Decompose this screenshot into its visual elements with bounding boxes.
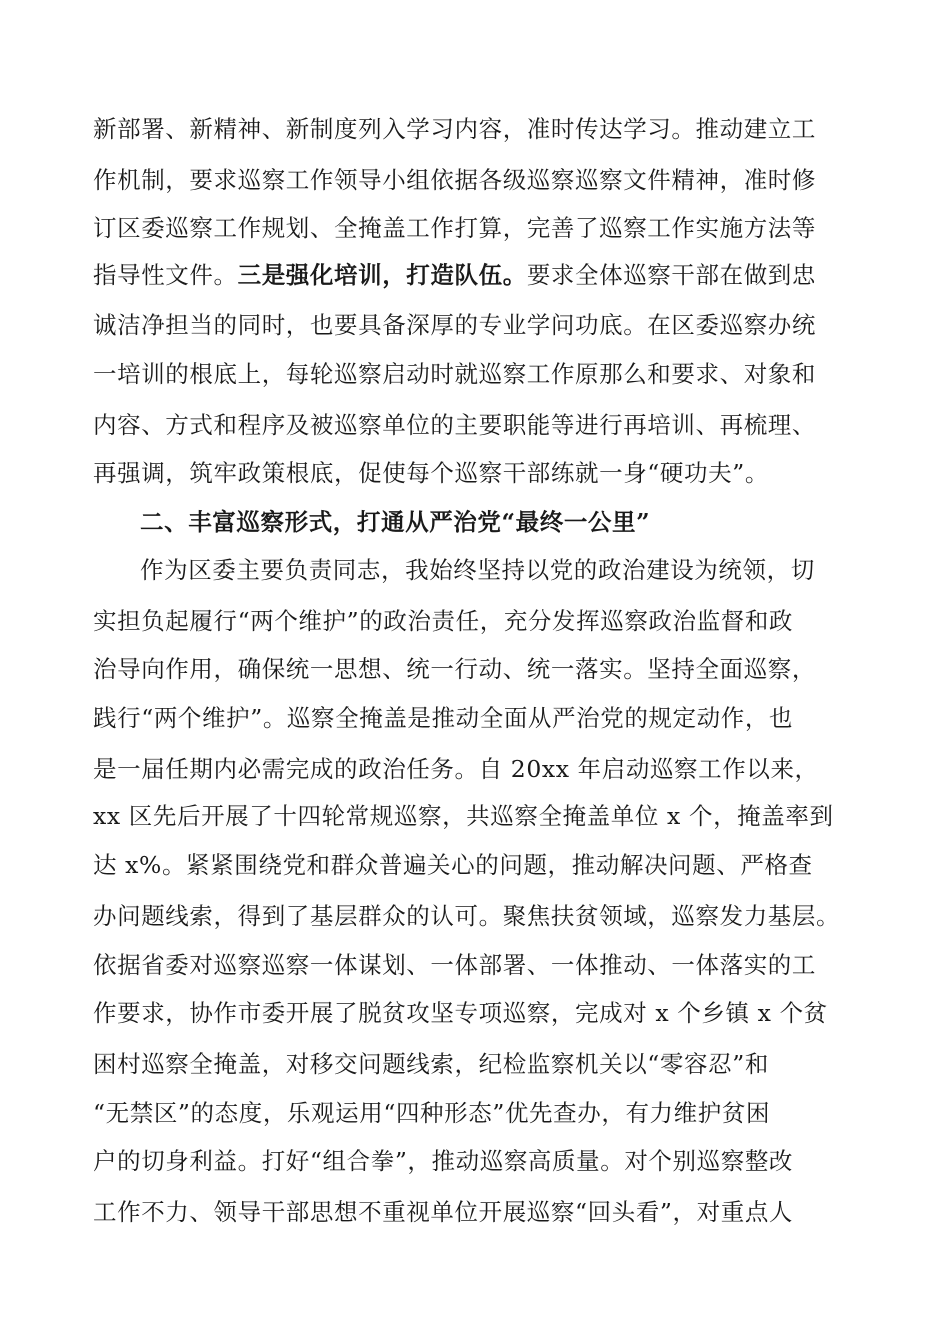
paragraph-line: 践行“两个维护”。巡察全掩盖是推动全面从严治党的规定动作，也 [93, 704, 794, 732]
section-heading: 二、丰富巡察形式，打通从严治党“最终一公里” [140, 508, 651, 536]
paragraph-line: 订区委巡察工作规划、全掩盖工作打算，完善了巡察工作实施方法等 [93, 214, 816, 242]
paragraph-line: 内容、方式和程序及被巡察单位的主要职能等进行再培训、再梳理、 [93, 411, 816, 439]
paragraph-line [93, 260, 816, 290]
paragraph-line: 工作不力、领导干部思想不重视单位开展巡察“回头看”，对重点人 [93, 1198, 794, 1226]
paragraph-line: 作要求，协作市委开展了脱贫攻坚专项巡察，完成对 x 个乡镇 x 个贫 [93, 999, 828, 1027]
line-text: 指导性文件。 [93, 261, 238, 289]
paragraph-line: 办问题线索，得到了基层群众的认可。聚焦扶贫领域，巡察发力基层。 [93, 902, 841, 930]
paragraph-line: “无禁区”的态度，乐观运用“四种形态”优先查办，有力维护贫困 [93, 1099, 771, 1127]
paragraph-line: xx 区先后开展了十四轮常规巡察，共巡察全掩盖单位 x 个，掩盖率到 [93, 802, 834, 830]
paragraph-line: 再强调，筑牢政策根底，促使每个巡察干部练就一身“硬功夫”。 [93, 459, 769, 487]
paragraph-line: 达 x%。紧紧围绕党和群众普遍关心的问题，推动解决问题、严格查 [93, 851, 813, 879]
paragraph-line: 作为区委主要负责同志，我始终坚持以党的政治建设为统领，切 [140, 556, 815, 584]
paragraph-line: 诚洁净担当的同时，也要具备深厚的专业学问功底。在区委巡察办统 [93, 311, 816, 339]
line-text: 要求全体巡察干部在做到忠 [526, 261, 817, 289]
paragraph-line: 一培训的根底上，每轮巡察启动时就巡察工作原那么和要求、对象和 [93, 360, 816, 388]
paragraph-line: 新部署、新精神、新制度列入学习内容，准时传达学习。推动建立工 [93, 115, 816, 143]
paragraph-line: 治导向作用，确保统一思想、统一行动、统一落实。坚持全面巡察， [93, 655, 816, 683]
bold-lead-phrase: 三是强化培训，打造队伍。 [237, 261, 527, 289]
paragraph-line: 是一届任期内必需完成的政治任务。自 20xx 年启动巡察工作以来， [93, 755, 819, 783]
paragraph-line: 户的切身利益。打好“组合拳”，推动巡察高质量。对个别巡察整改 [93, 1147, 794, 1175]
paragraph-line: 实担负起履行“两个维护”的政治责任，充分发挥巡察政治监督和政 [93, 607, 794, 635]
paragraph-line: 依据省委对巡察巡察一体谋划、一体部署、一体推动、一体落实的工 [93, 951, 816, 979]
paragraph-line: 困村巡察全掩盖，对移交问题线索，纪检监察机关以“零容忍”和 [93, 1050, 769, 1078]
paragraph-line: 作机制，要求巡察工作领导小组依据各级巡察巡察文件精神，准时修 [93, 166, 816, 194]
